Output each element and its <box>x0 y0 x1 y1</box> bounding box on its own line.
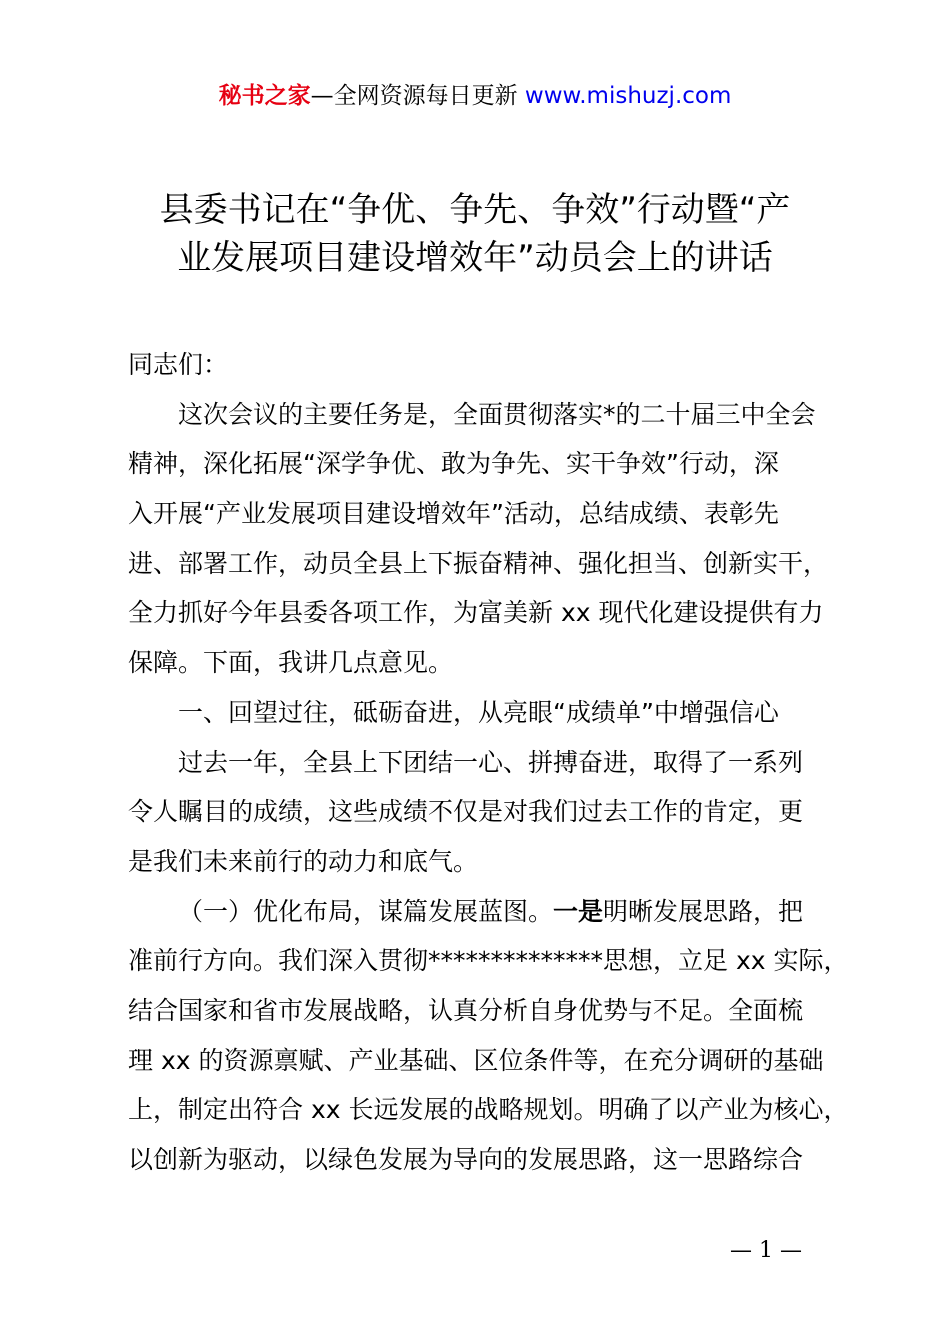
paragraph-line: 令人瞩目的成绩，这些成绩不仅是对我们过去工作的肯定，更 <box>128 797 804 827</box>
paragraph-line: 理 xx 的资源禀赋、产业基础、区位条件等，在充分调研的基础 <box>128 1045 824 1075</box>
site-url-link[interactable]: www.mishuzj.com <box>524 83 732 109</box>
site-tagline: —全网资源每日更新 <box>310 83 525 109</box>
paragraph-line: 是我们未来前行的动力和底气。 <box>128 846 479 876</box>
page-number: — 1 — <box>730 1238 802 1263</box>
paragraph-line: 以创新为驱动，以绿色发展为导向的发展思路，这一思路综合 <box>128 1145 804 1174</box>
paragraph-line: 保障。下面，我讲几点意见。 <box>128 648 454 678</box>
title-line-1: 县委书记在“争优、争先、争效”行动暨“产 <box>159 190 791 230</box>
section-heading: 一、回望过往，砥砺奋进，从亮眼“成绩单”中增强信心 <box>178 697 779 727</box>
paragraph-line: 过去一年，全县上下团结一心、拼搏奋进，取得了一系列 <box>178 747 804 777</box>
paragraph-line: 精神，深化拓展“深学争优、敢为争先、实干争效”行动，深 <box>128 449 779 479</box>
paragraph-line: 准前行方向。我们深入贯彻**************思想，立足 xx 实际， <box>128 946 849 976</box>
paragraph-line: 这次会议的主要任务是，全面贯彻落实*的二十届三中全会 <box>178 399 816 429</box>
subsection-heading: （一）优化布局，谋篇发展蓝图。 <box>178 896 554 926</box>
document-body <box>128 340 848 1185</box>
paragraph-line <box>128 887 848 937</box>
paragraph-text: 明晰发展思路，把 <box>603 896 804 926</box>
emphasis-text: 一是 <box>553 896 604 926</box>
paragraph-line: 上，制定出符合 xx 长远发展的战略规划。明确了以产业为核心， <box>128 1095 849 1125</box>
document-title <box>100 186 850 282</box>
site-brand: 秘书之家 <box>218 83 311 109</box>
salutation: 同志们： <box>128 350 229 379</box>
site-header <box>0 80 950 112</box>
paragraph-line: 全力抓好今年县委各项工作，为富美新 xx 现代化建设提供有力 <box>128 598 824 628</box>
paragraph-line: 结合国家和省市发展战略，认真分析自身优势与不足。全面梳 <box>128 995 804 1025</box>
title-line-2: 业发展项目建设增效年”动员会上的讲话 <box>177 238 773 278</box>
paragraph-line: 入开展“产业发展项目建设增效年”活动，总结成绩、表彰先 <box>128 499 779 529</box>
paragraph-line: 进、部署工作，动员全县上下振奋精神、强化担当、创新实干， <box>128 548 829 578</box>
